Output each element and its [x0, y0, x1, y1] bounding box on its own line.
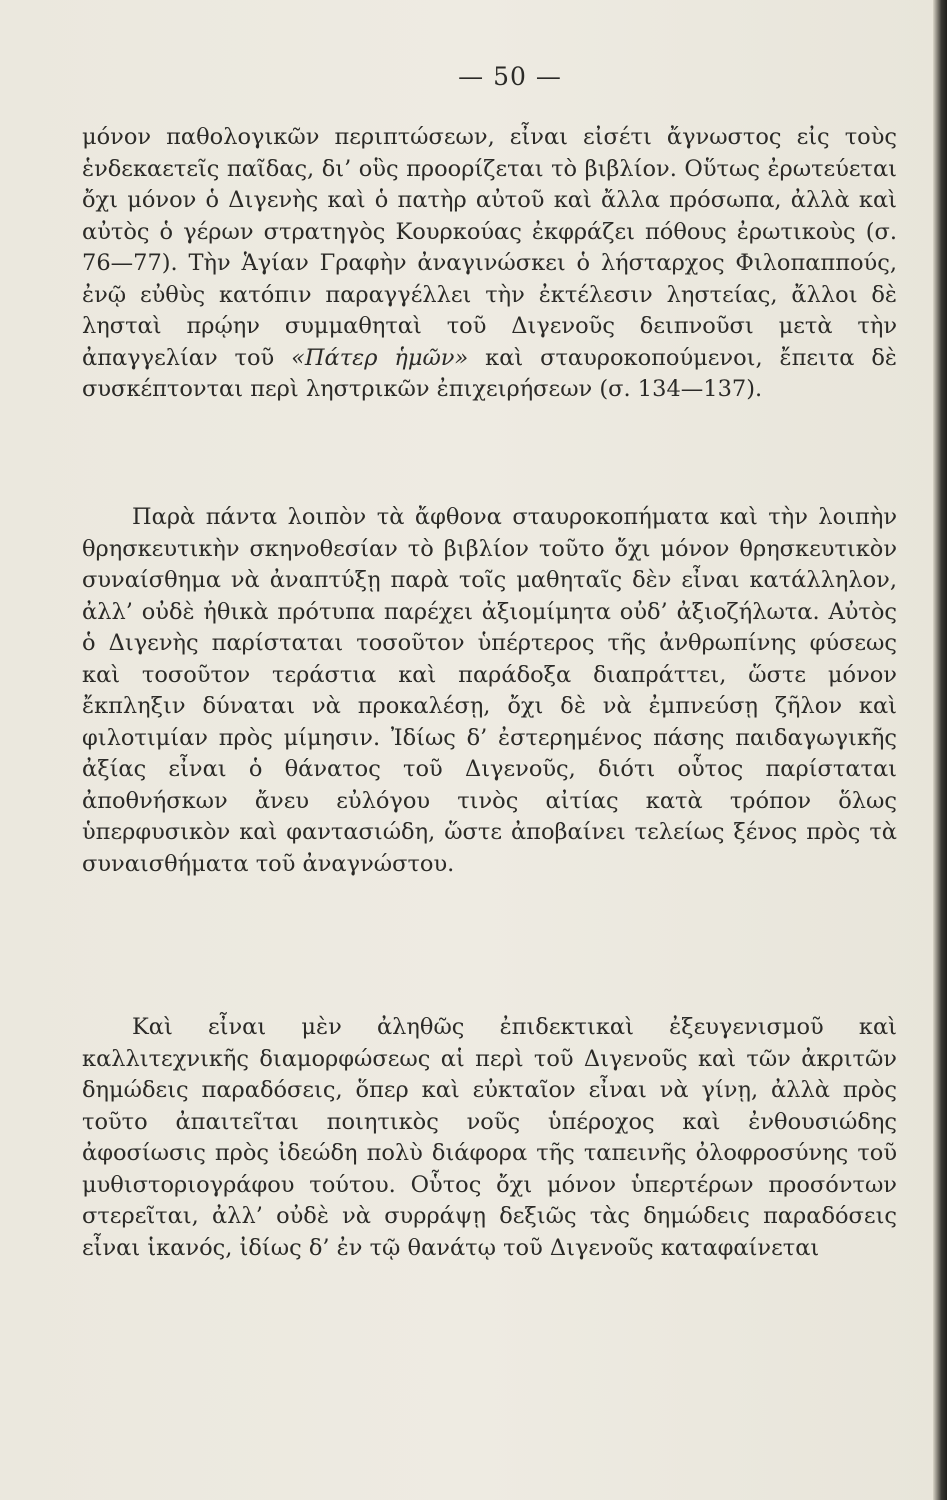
paragraph-2-text: Παρὰ πάντα λοιπὸν τὰ ἄφθονα σταυροκοπήματα καὶ τὴν λοιπὴν θρησκευτικὴν σκηνοθεσίαν τὸ βιβλίον τοῦτο ὄχι μόνον θρησκευτικὸν συναίσθημα νὰ ἀναπτύξῃ παρὰ τοῖς μαθηταῖς δὲν εἶναι κατάλληλον, ἀλλ’ οὐδὲ ἠθικὰ πρότυπα παρέχει ἀξιομίμητα οὐδ’ ἀξιοζήλωτα. Αὐτὸς ὁ Διγενὴς παρίσταται τοσοῦτον ὑπέρτερος τῆς ἀνθρωπίνης φύσεως καὶ τοσοῦτον τεράστια καὶ παράδοξα διαπράττει, ὥστε μόνον ἔκπληξιν δύναται νὰ προκαλέσῃ, ὄχι δὲ νὰ ἐμπνεύσῃ ζῆλον καὶ φιλοτιμίαν πρὸς μίμησιν. Ἰδίως δ’ ἐστερημένος πάσης παιδαγωγικῆς ἀξίας εἶναι ὁ θάνατος τοῦ Διγενοῦς, διότι οὗτος παρίσταται ἀποθνήσκων ἄνευ εὐλόγου τινὸς αἰτίας κατὰ τρόπον ὅλως ὑπερφυσικὸν καὶ φαντασιώδη, ὥστε ἀποβαίνει τελείως ξένος πρὸς τὰ συναισθήματα τοῦ ἀναγνώστου. [82, 504, 897, 877]
page-edge-shadow [933, 0, 947, 1500]
paragraph-1-text [82, 122, 897, 406]
page-number: — 50 — [458, 62, 562, 91]
paragraph-1-italic-quote: «Πάτερ ἡμῶν» [291, 344, 469, 371]
paragraph-1-main: μόνον παθολογικῶν περιπτώσεων, εἶναι εἰσέτι ἄγνωστος εἰς τοὺς ἑνδεκαετεῖς παῖδας, δι’ οὓς προορίζεται τὸ βιβλίον. Οὕτως ἐρωτεύεται ὄχι μόνον ὁ Διγενὴς καὶ ὁ πατὴρ αὐτοῦ καὶ ἄλλα πρόσωπα, ἀλλὰ καὶ αὐτὸς ὁ γέρων στρατηγὸς Κουρκούας ἐκφράζει πόθους ἐρωτικοὺς (σ. 76—77). Τὴν Ἁγίαν Γραφὴν ἀναγινώσκει ὁ λήσταρχος Φιλοπαππούς, ἐνῷ εὐθὺς κατόπιν παραγγέλλει τὴν ἐκτέλεσιν ληστείας, ἄλλοι δὲ λησταὶ πρῴην συμμαθηταὶ τοῦ Διγενοῦς δειπνοῦσι μετὰ τὴν ἀπαγγελίαν τοῦ [82, 124, 897, 371]
paragraph-3 [82, 1012, 897, 1264]
paragraph-2 [82, 502, 897, 880]
paragraph-1-after: καὶ σταυροκοπούμενοι, ἔπειτα δὲ συσκέπτονται περὶ ληστρικῶν ἐπιχειρήσεων (σ. 134—137). [82, 344, 897, 402]
paragraph-1 [82, 122, 897, 406]
paragraph-3-text: Καὶ εἶναι μὲν ἀληθῶς ἐπιδεκτικαὶ ἐξευγενισμοῦ καὶ καλλιτεχνικῆς διαμορφώσεως αἱ περὶ τοῦ Διγενοῦς καὶ τῶν ἀκριτῶν δημώδεις παραδόσεις, ὅπερ καὶ εὐκταῖον εἶναι νὰ γίνῃ, ἀλλὰ πρὸς τοῦτο ἀπαιτεῖται ποιητικὸς νοῦς ὑπέροχος καὶ ἐνθουσιώδης ἀφοσίωσις πρὸς ἰδεώδη πολὺ διάφορα τῆς ταπεινῆς ὀλοφροσύνης τοῦ μυθιστοριογράφου τούτου. Οὗτος ὄχι μόνον ὑπερτέρων προσόντων στερεῖται, ἀλλ’ οὐδὲ νὰ συρράψῃ δεξιῶς τὰς δημώδεις παραδόσεις εἶναι ἱκανός, ἰδίως δ’ ἐν τῷ θανάτῳ τοῦ Διγενοῦς καταφαίνεται [82, 1014, 897, 1261]
